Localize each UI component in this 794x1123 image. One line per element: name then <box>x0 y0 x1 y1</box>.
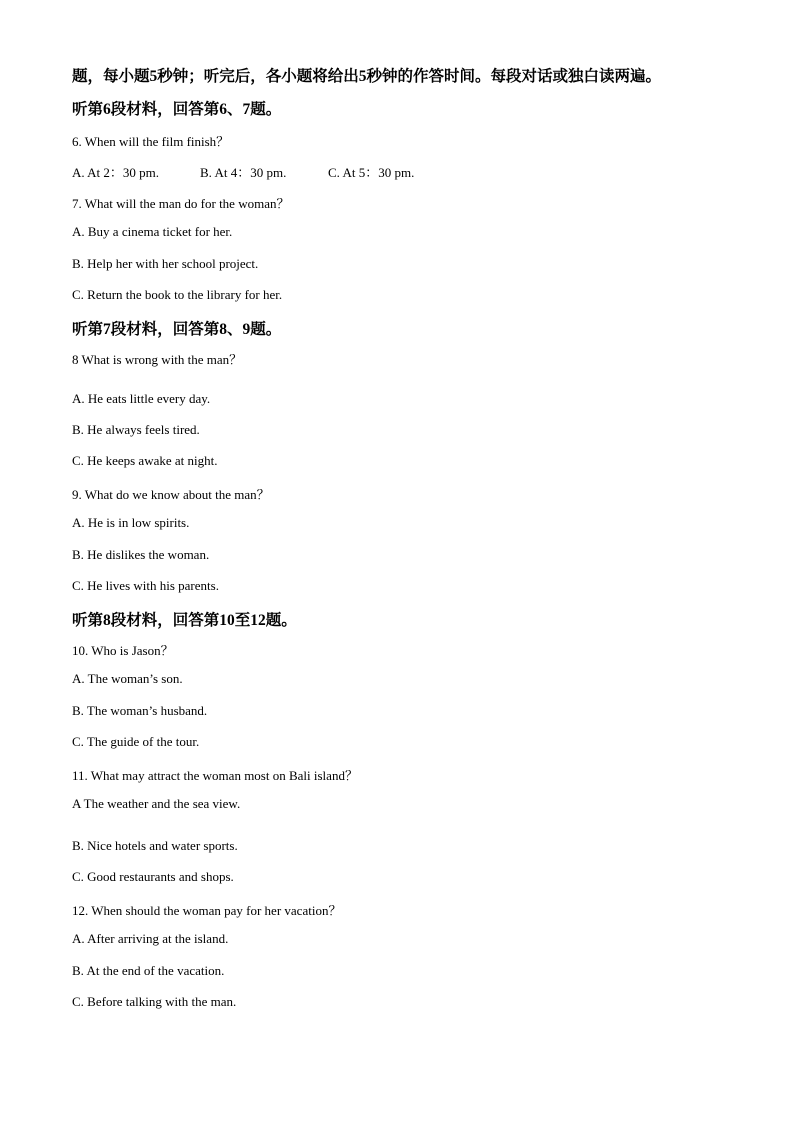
question-12: 12. When should the woman pay for her vacation？ <box>72 903 342 918</box>
option-10b: B. The woman’s husband. <box>72 703 208 718</box>
option-11b: B. Nice hotels and water sports. <box>72 838 238 853</box>
option-6b: B. At 4：30 pm. <box>200 165 287 180</box>
question-10: 10. Who is Jason？ <box>72 643 174 658</box>
question-11: 11. What may attract the woman most on Bali island？ <box>72 768 358 783</box>
option-6c: C. At 5：30 pm. <box>328 165 415 180</box>
option-8c: C. He keeps awake at night. <box>72 453 218 468</box>
section-heading-8: 听第8段材料，回答第10至12题。 <box>72 612 297 629</box>
question-9: 9. What do we know about the man？ <box>72 487 270 502</box>
option-12a: A. After arriving at the island. <box>72 931 229 946</box>
option-7c: C. Return the book to the library for her. <box>72 287 283 302</box>
question-7: 7. What will the man do for the woman？ <box>72 196 290 211</box>
option-7a: A. Buy a cinema ticket for her. <box>72 224 233 239</box>
instruction-text: 题，每小题5秒钟；听完后，各小题将给出5秒钟的作答时间。每段对话或独白读两遍。 <box>72 68 662 85</box>
option-8b: B. He always feels tired. <box>72 422 200 437</box>
option-12c: C. Before talking with the man. <box>72 994 237 1009</box>
option-9c: C. He lives with his parents. <box>72 578 219 593</box>
option-11a: A The weather and the sea view. <box>72 796 241 811</box>
option-10c: C. The guide of the tour. <box>72 734 200 749</box>
option-12b: B. At the end of the vacation. <box>72 963 225 978</box>
question-6: 6. When will the film finish？ <box>72 134 230 149</box>
question-8: 8 What is wrong with the man？ <box>72 352 243 367</box>
option-6a: A. At 2：30 pm. <box>72 165 160 180</box>
question-6-options <box>72 162 772 180</box>
option-9b: B. He dislikes the woman. <box>72 547 210 562</box>
option-11c: C. Good restaurants and shops. <box>72 869 234 884</box>
option-8a: A. He eats little every day. <box>72 391 211 406</box>
option-9a: A. He is in low spirits. <box>72 515 190 530</box>
option-10a: A. The woman’s son. <box>72 671 183 686</box>
section-heading-6: 听第6段材料，回答第6、7题。 <box>72 101 282 118</box>
section-heading-7: 听第7段材料，回答第8、9题。 <box>72 321 282 338</box>
option-7b: B. Help her with her school project. <box>72 256 259 271</box>
